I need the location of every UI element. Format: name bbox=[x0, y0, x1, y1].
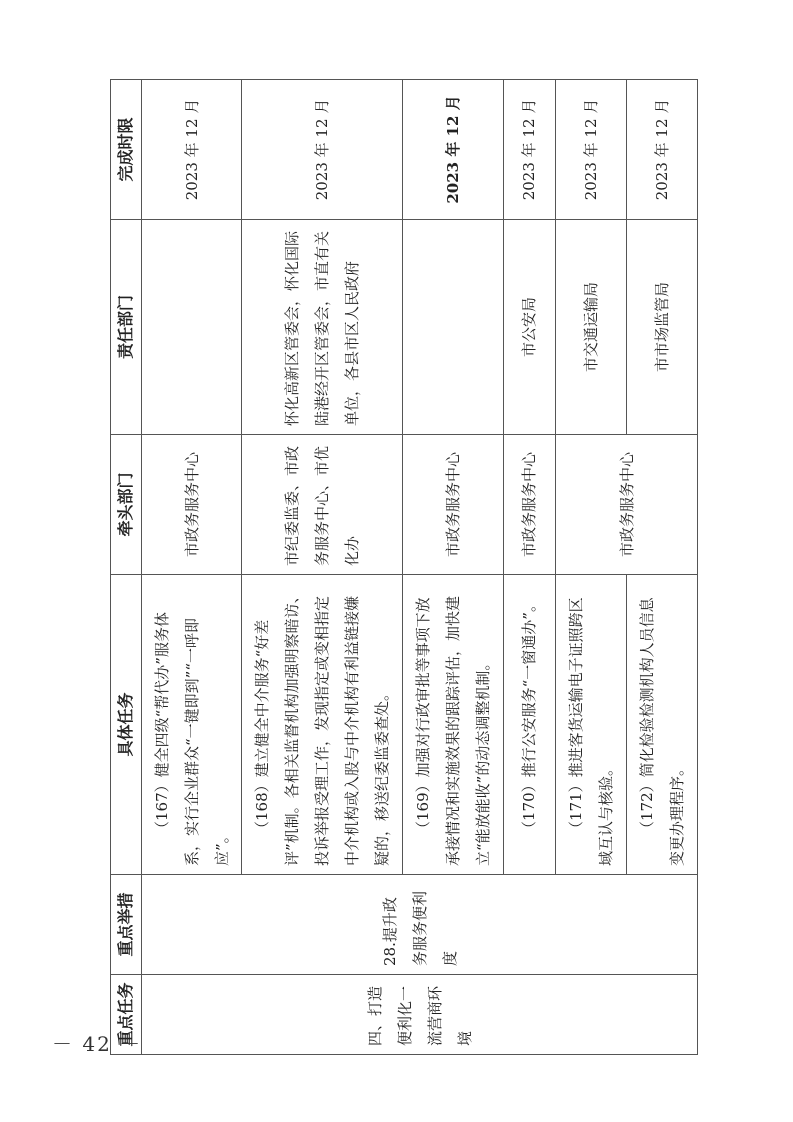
responsible-dept-cell: 市市场监管局 bbox=[627, 220, 698, 435]
table-row bbox=[142, 80, 242, 1055]
lead-dept-cell: 市政务服务中心 bbox=[556, 435, 698, 575]
page-number: － 42 － bbox=[52, 1032, 143, 1056]
lead-dept-cell: 市政务服务中心 bbox=[503, 435, 556, 575]
responsible-dept-cell: 市交通运输局 bbox=[556, 220, 627, 435]
task-cell: （169）加强对行政审批等事项下放承接情况和实施效果的跟踪评估，加快建立“能放能收”的动态调整机制。 bbox=[403, 575, 503, 875]
key-measure-cell: 28.提升政务服务便利度 bbox=[142, 875, 698, 975]
deadline-cell: 2023 年 12 月 bbox=[142, 80, 242, 220]
responsible-dept-cell bbox=[403, 220, 503, 435]
responsible-dept-cell: 怀化高新区管委会，怀化国际陆港经开区管委会，市直有关单位，各县市区人民政府 bbox=[242, 220, 403, 435]
lead-dept-cell: 市政务服务中心 bbox=[403, 435, 503, 575]
table-container bbox=[110, 80, 698, 1055]
task-table bbox=[110, 79, 698, 1055]
key-task-cell: 四、打造便利化一流营商环境 bbox=[142, 975, 698, 1055]
table-header-row bbox=[111, 80, 142, 1055]
header-specific-task: 具体任务 bbox=[111, 575, 142, 875]
task-cell: （171）推进客货运输电子证照跨区域互认与核验。 bbox=[556, 575, 627, 875]
deadline-cell: 2023 年 12 月 bbox=[627, 80, 698, 220]
responsible-dept-cell bbox=[142, 220, 242, 435]
header-responsible-dept: 责任部门 bbox=[111, 220, 142, 435]
deadline-cell: 2023 年 12 月 bbox=[403, 80, 503, 220]
lead-dept-cell: 市纪委监委、市政务服务中心、市优化办 bbox=[242, 435, 403, 575]
task-cell: （170）推行公安服务“一窗通办”。 bbox=[503, 575, 556, 875]
deadline-cell: 2023 年 12 月 bbox=[556, 80, 627, 220]
deadline-cell: 2023 年 12 月 bbox=[503, 80, 556, 220]
task-cell: （172）简化检验检测机构人员信息变更办理程序。 bbox=[627, 575, 698, 875]
header-key-task: 重点任务 bbox=[111, 975, 142, 1055]
task-cell: （168）建立健全中介服务“好差评”机制。各相关监督机构加强明察暗访、投诉举报受理工作，发现指定或变相指定中介机构或入股与中介机构有利益链接嫌疑的，移送纪委监委查处。 bbox=[242, 575, 403, 875]
header-lead-dept: 牵头部门 bbox=[111, 435, 142, 575]
lead-dept-cell: 市政务服务中心 bbox=[142, 435, 242, 575]
deadline-cell: 2023 年 12 月 bbox=[242, 80, 403, 220]
header-key-measure: 重点举措 bbox=[111, 875, 142, 975]
responsible-dept-cell: 市公安局 bbox=[503, 220, 556, 435]
task-cell: （167）健全四级“帮代办”服务体系，实行企业群众“一键即到”“一呼即应”。 bbox=[142, 575, 242, 875]
header-deadline: 完成时限 bbox=[111, 80, 142, 220]
